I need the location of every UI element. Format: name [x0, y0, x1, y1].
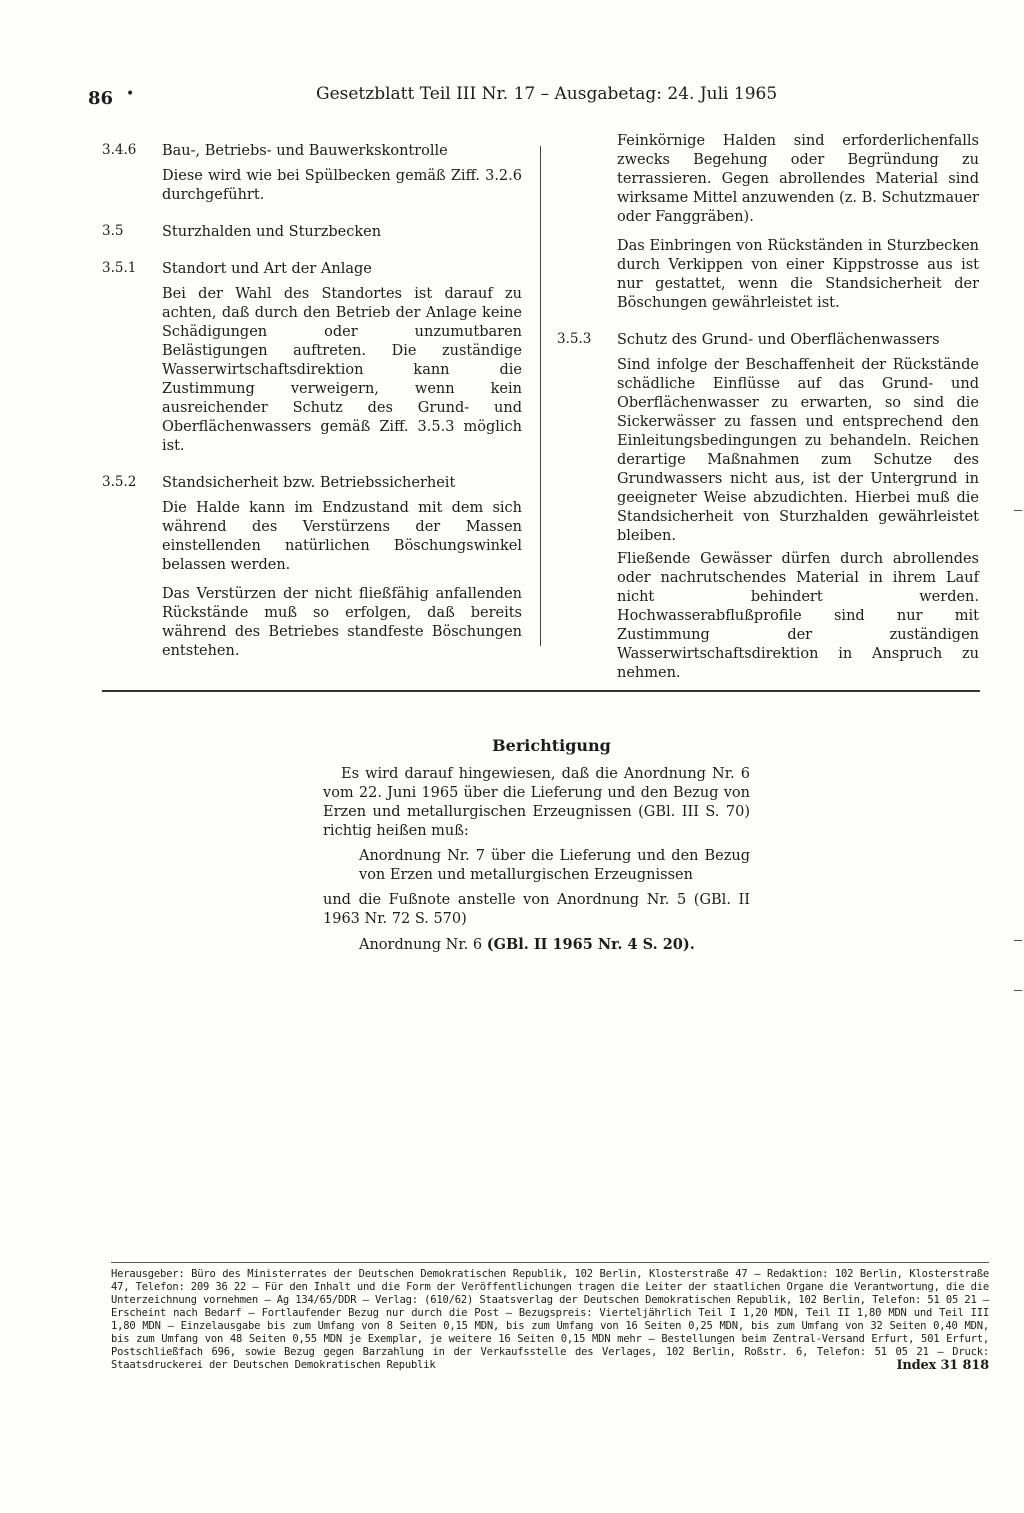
section-number: 3.5.1: [102, 260, 137, 276]
section-number: 3.4.6: [102, 142, 137, 158]
column-divider: [540, 146, 541, 646]
paragraph: Diese wird wie bei Spülbecken gemäß Ziff. 3.2.6 durchgeführt.: [162, 168, 522, 203]
index-number: Index 31 818: [896, 1358, 989, 1373]
berichtigung-paragraph: und die Fußnote anstelle von Anordnung Nr. 5 (GBl. II 1963 Nr. 72 S. 570): [323, 892, 750, 927]
paragraph: Fließende Gewässer dürfen durch abrollendes oder nachrutschendes Material in ihrem Lauf nicht behindert werden. Hochwasserabflußprofile sind nur mit Zustimmung der zuständigen Wasserwirtschaftsdirektion in Anspruch zu nehmen.: [617, 551, 979, 681]
section-title: Schutz des Grund- und Oberflächenwassers: [617, 332, 940, 348]
section-title: Standort und Art der Anlage: [162, 261, 372, 277]
left-column: [102, 142, 522, 661]
section-3-4-6: [102, 142, 522, 205]
imprint-footer: [111, 1268, 989, 1372]
berichtigung-block: [323, 736, 750, 961]
print-mark-icon: •: [126, 86, 135, 102]
scan-edge-mark: [1014, 510, 1022, 511]
section-title: Sturzhalden und Sturzbecken: [162, 224, 382, 240]
section-3-5-2: [102, 474, 522, 661]
page-number: 86: [88, 88, 114, 109]
section-title: Standsicherheit bzw. Betriebssicherheit: [162, 475, 456, 491]
footer-rule: [111, 1262, 989, 1263]
berichtigung-quote: [359, 935, 750, 955]
section-number: 3.5: [102, 223, 124, 239]
section-3-5-1: [102, 260, 522, 456]
section-number: 3.5.3: [557, 331, 592, 347]
page-header-title: Gesetzblatt Teil III Nr. 17 – Ausgabetag: 24. Juli 1965: [316, 84, 778, 104]
scan-edge-mark: [1014, 940, 1022, 941]
section-3-5-3: [557, 331, 979, 683]
section-number: 3.5.2: [102, 474, 137, 490]
berichtigung-quote-text: Anordnung Nr. 6: [359, 937, 487, 953]
section-3-5: [102, 223, 522, 242]
berichtigung-title: Berichtigung: [492, 736, 611, 755]
section-title: Bau-, Betriebs- und Bauwerkskontrolle: [162, 143, 448, 159]
berichtigung-quote: Anordnung Nr. 7 über die Lieferung und den Bezug von Erzen und metallurgischen Erzeugnissen: [359, 848, 750, 883]
paragraph: Sind infolge der Beschaffenheit der Rückstände schädliche Einflüsse auf das Grund- und Oberflächenwasser zu erwarten, so sind die Sickerwässer zu fassen und entsprechend den Einleitungsbedingungen zu behandeln. Reichen derartige Maßnahmen zum Schutze des Grundwassers nicht aus, ist der Untergrund in geeigneter Weise abzudichten. Hierbei muß die Standsicherheit von Sturzhalden gewährleistet bleiben.: [617, 357, 979, 544]
paragraph: Bei der Wahl des Standortes ist darauf zu achten, daß durch den Betrieb der Anlage keine Schädigungen oder unzumutbaren Belästigungen auftreten. Die zuständige Wasserwirtschaftsdirektion kann die Zustimmung verweigern, wenn kein ausreichender Schutz des Grund- und Oberflächenwassers gemäß Ziff. 3.5.3 möglich ist.: [162, 286, 522, 454]
paragraph: Das Verstürzen der nicht fließfähig anfallenden Rückstände muß so erfolgen, daß bereits während des Betriebes standfeste Böschungen entstehen.: [162, 586, 522, 659]
paragraph: Feinkörnige Halden sind erforderlichenfalls zwecks Begehung oder Begründung zu terrassieren. Gegen abrollendes Material sind wirksame Mittel anzuwenden (z. B. Schutzmauer oder Fanggräben).: [617, 133, 979, 225]
section-rule: [102, 690, 980, 692]
imprint-text: Herausgeber: Büro des Ministerrates der Deutschen Demokratischen Republik, 102 Berlin, Klosterstraße 47 – Redaktion: 102 Berlin, Klosterstraße 47, Telefon: 209 36 22 – Für den Inhalt und die Form der Veröffentlichungen tragen die Leiter der staatlichen Organe die Verantwortung, die die Unterzeichnung vornehmen – Ag 134/65/DDR – Verlag: (610/62) Staatsverlag der Deutschen Demokratischen Republik, 102 Berlin, Telefon: 51 05 21 – Erscheint nach Bedarf – Fortlaufender Bezug nur durch die Post – Bezugspreis: Vierteljährlich Teil I 1,20 MDN, Teil II 1,80 MDN und Teil III 1,80 MDN – Einzelausgabe bis zum Umfang von 8 Seiten 0,15 MDN, bis zum Umfang von 16 Seiten 0,25 MDN, bis zum Umfang von 32 Seiten 0,40 MDN, bis zum Umfang von 48 Seiten 0,55 MDN je Exemplar, je weitere 16 Seiten 0,15 MDN mehr – Bestellungen beim Zentral-Versand Erfurt, 501 Erfurt, Postschließfach 696, sowie Bezug gegen Barzahlung in der Verkaufsstelle des Verlages, 102 Berlin, Roßstr. 6, Telefon: 51 05 21 – Druck: Staatsdruckerei der Deutschen Demokratischen Republik: [111, 1268, 989, 1371]
paragraph: Das Einbringen von Rückständen in Sturzbecken durch Verkippen von einer Kippstrosse aus ist nur gestattet, wenn die Standsicherheit der Böschungen gewährleistet ist.: [617, 238, 979, 311]
right-column: [557, 132, 979, 683]
paragraph: Die Halde kann im Endzustand mit dem sich während des Verstürzens der Massen einstellenden natürlichen Böschungswinkel belassen werden.: [162, 500, 522, 573]
berichtigung-paragraph: Es wird darauf hingewiesen, daß die Anordnung Nr. 6 vom 22. Juni 1965 über die Lieferung und den Bezug von Erzen und metallurgischen Erzeugnissen (GBl. III S. 70) richtig heißen muß:: [323, 766, 750, 839]
scan-edge-mark: [1014, 990, 1022, 991]
berichtigung-reference: (GBl. II 1965 Nr. 4 S. 20).: [486, 936, 695, 953]
